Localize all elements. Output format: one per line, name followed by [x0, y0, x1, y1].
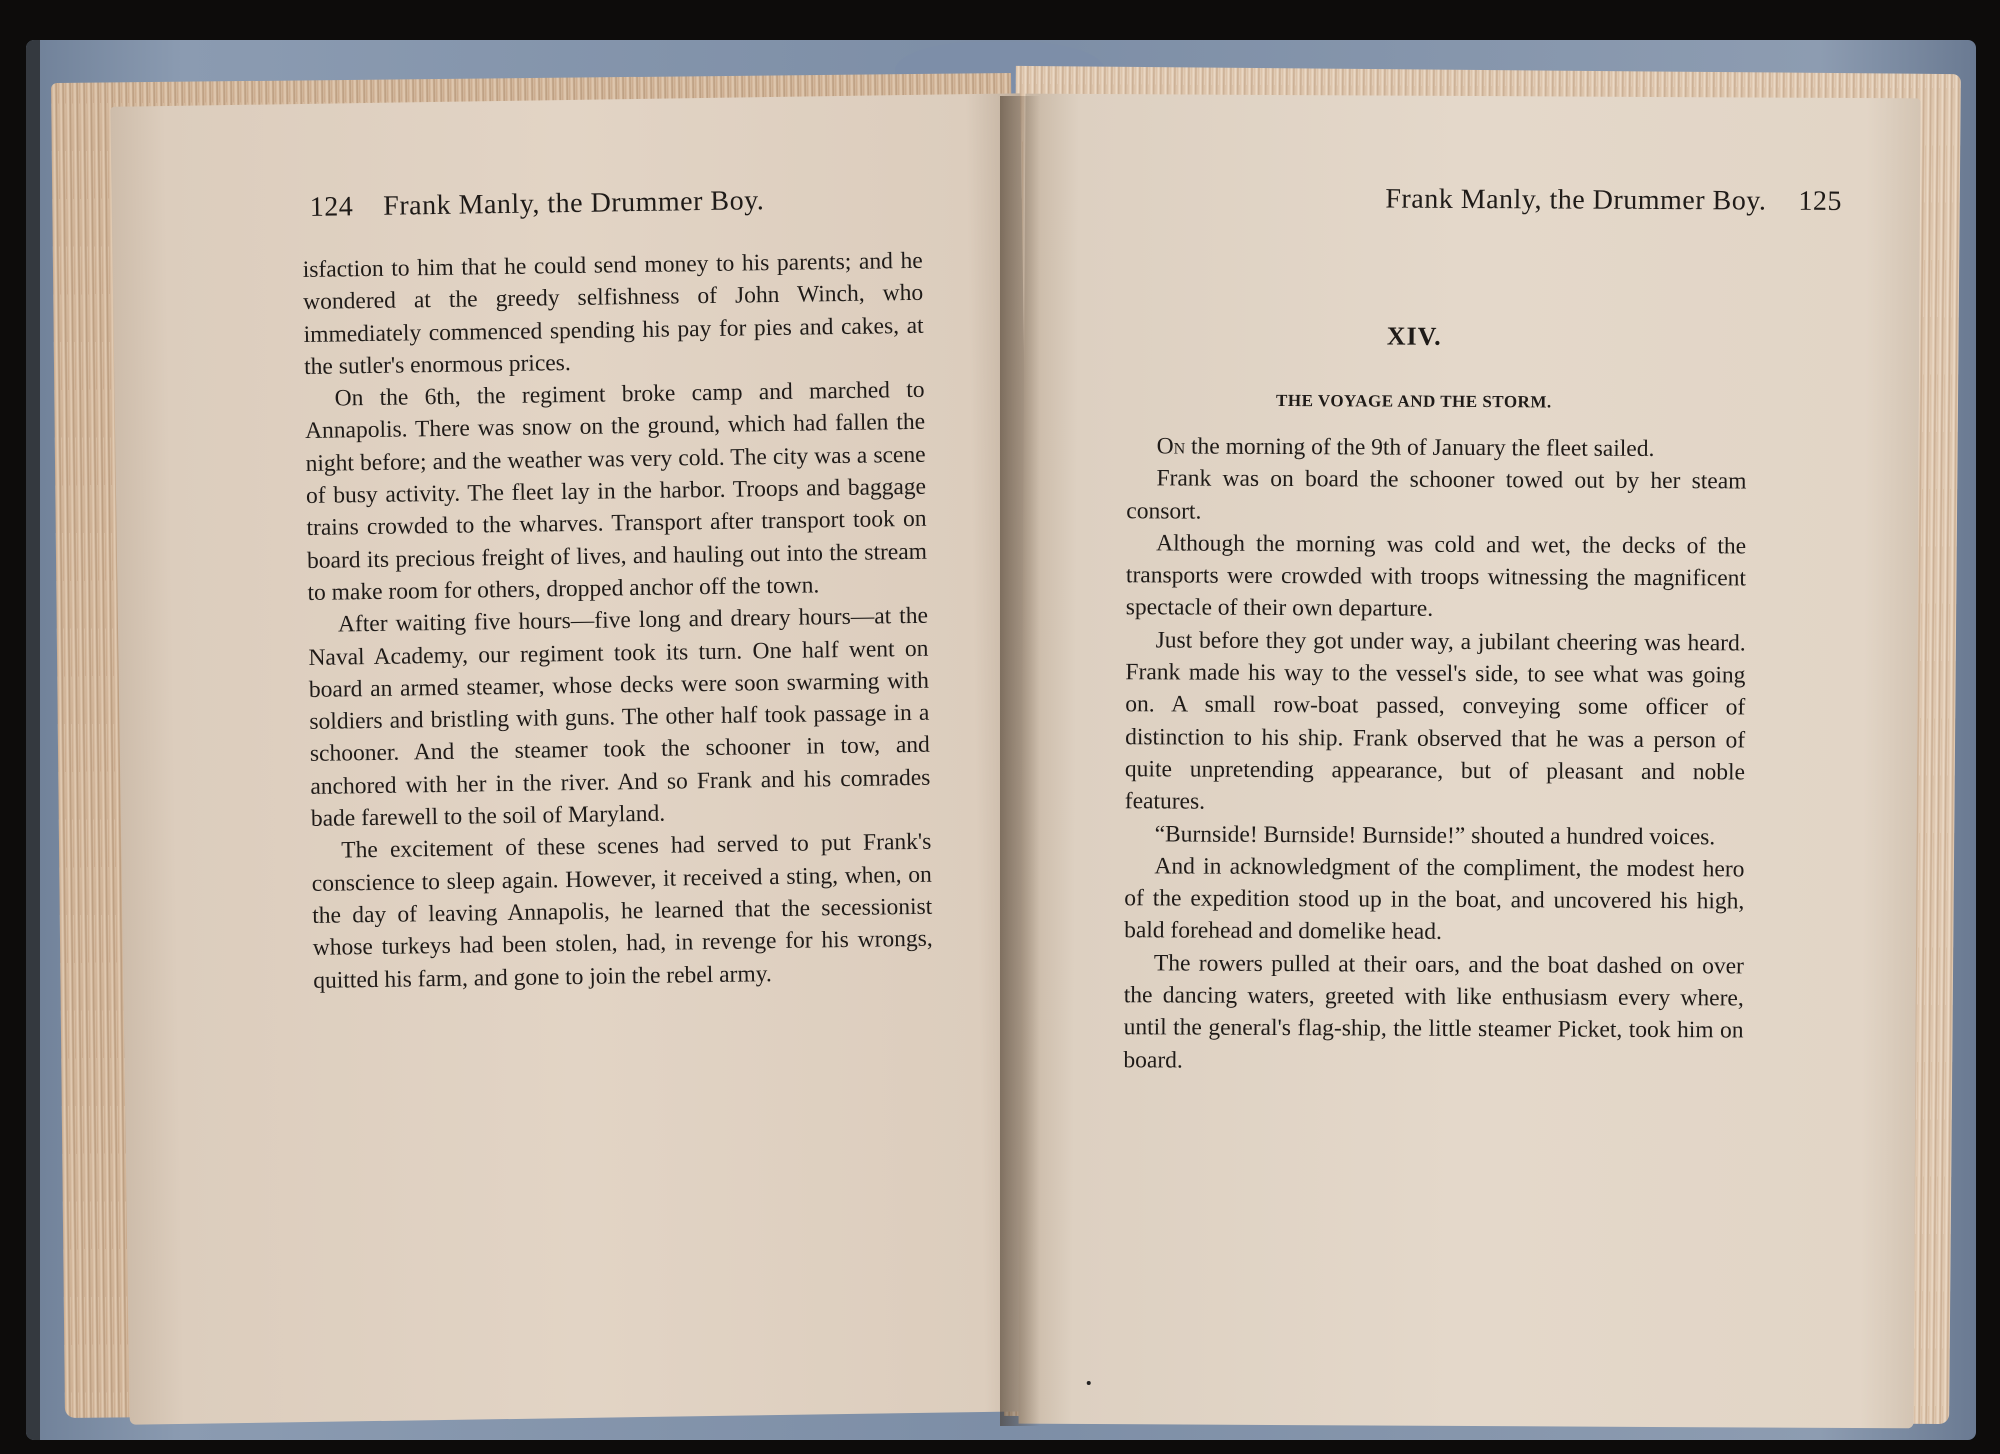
left-page: [110, 93, 1039, 1424]
paragraph: On the 6th, the regiment broke camp and marched to Annapolis. There was snow on the ground, which had fallen the night before; and the weather was very cold. The city was a scene of busy activity. The fleet lay in the harbor. Troops and baggage trains crowded to the wharves. Transport after transport took on board its precious freight of lives, and hauling out into the stream to make room for others, dropped anchor off the town.: [304, 376, 928, 606]
right-page: [1019, 94, 1921, 1429]
paragraph: Just before they got under way, a jubilant cheering was heard. Frank made his way to the vessel's side, to see what was going on. A small row-boat passed, conveying some officer of distinction to his ship. Frank observed that he was a person of quite unpretending appearance, but of pleasant and noble features.: [1124, 627, 1746, 815]
running-title: Frank Manly, the Drummer Boy.: [383, 185, 765, 222]
left-page-text: [302, 245, 933, 997]
paragraph: After waiting five hours—five long and dreary hours—at the Naval Academy, our regiment took its turn. One half went on board an armed steamer, whose decks were soon swarming with soldiers and bristling with guns. The other half took passage in a schooner. And the steamer took the schooner in tow, and anchored with her in the river. And so Frank and his comrades bade farewell to the soil of Maryland.: [308, 603, 931, 832]
chapter-number: XIV.: [1386, 321, 1442, 351]
opening-text: the morning of the 9th of January the fleet sailed.: [1185, 433, 1655, 462]
right-page-text: [1123, 430, 1746, 1079]
cover-edge: [26, 40, 40, 1440]
running-title: Frank Manly, the Drummer Boy.: [1385, 183, 1767, 217]
page-number: 124: [309, 191, 354, 223]
book-gutter: [1000, 96, 1040, 1426]
left-page-header: [310, 185, 765, 224]
paragraph: The excitement of these scenes had served to put Frank's conscience to sleep again. However, it received a sting, when, on the day of leaving Annapolis, he learned that the secessionist whose turkeys had been stolen, had, in revenge for his wrongs, quitted his farm, and gone to join the rebel army.: [311, 829, 933, 994]
chapter-title: THE VOYAGE AND THE STORM.: [1276, 390, 1552, 412]
paragraph: “Burnside! Burnside! Burnside!” shouted a hundred voices.: [1154, 820, 1716, 850]
paragraph: isfaction to him that he could send money to his parents; and he wondered at the greedy selfishness of John Winch, who immediately commenced spending his pay for pies and cakes, at the sutler's enormous prices.: [302, 247, 924, 380]
paragraph: [1127, 430, 1747, 466]
right-page-header: [1385, 184, 1842, 218]
paragraph: Although the morning was cold and wet, the decks of the transports were crowded with troops witnessing the magnificent spectacle of their own departure.: [1125, 530, 1747, 623]
paragraph: Frank was on board the schooner towed out by her steam consort.: [1126, 465, 1747, 525]
paragraph: The rowers pulled at their oars, and the boat dashed on over the dancing waters, greeted with like enthusiasm every where, until the general's flag-ship, the little steamer Picket, took him on board.: [1123, 950, 1744, 1074]
opening-word: On: [1156, 433, 1186, 460]
paragraph: And in acknowledgment of the compliment, the modest hero of the expedition stood up in the boat, and uncovered his high, bald forehead and domelike head.: [1124, 853, 1745, 946]
ink-speck: [1087, 1381, 1091, 1385]
page-number: 125: [1798, 185, 1843, 217]
